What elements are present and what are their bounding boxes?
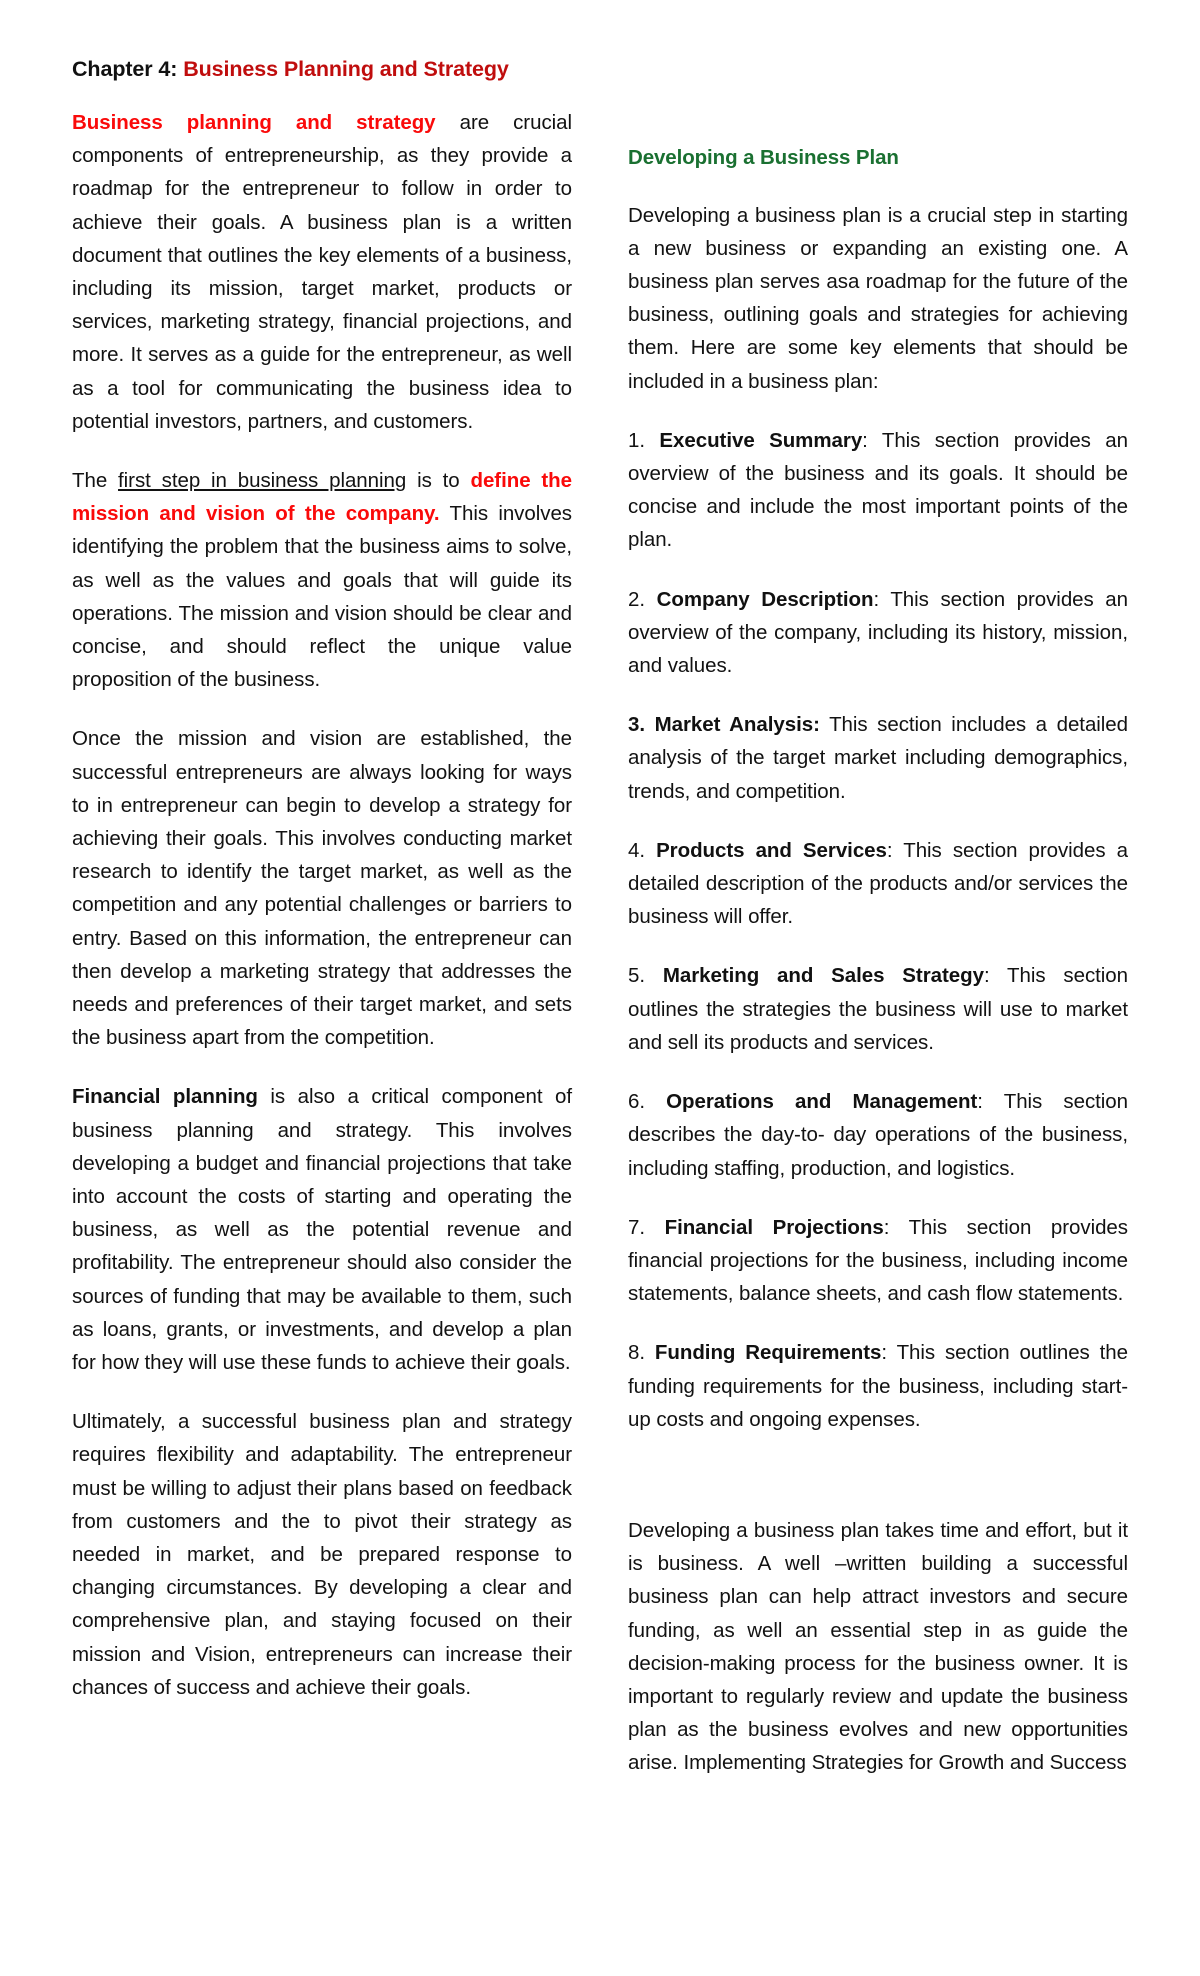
conclusion-text: Ultimately, a successful business plan and strategy requires flexibility and adaptability. The entrepreneur must be willing to adjust their plans based on feedback from customers and the to pivot their strategy as needed in market, and be prepared response to changing circumstances. By developing a clear and comprehensive plan, and staying focused on their mission and Vision, entrepreneurs can increase their chances of success and achieve their goals.	[72, 1410, 572, 1699]
list-item-label-suffix: :	[881, 1341, 897, 1365]
paragraph-intro-text: are crucial components of entrepreneurship, as they provide a roadmap for the entrepreneur to follow in order to achieve their goals. A business plan is a written document that outlines the key elements of a business, including its mission, target market, products or services, marketing strategy, financial projections, and more. It serves as a guide for the entrepreneur, as well as a tool for communicating the business idea to potential investors, partners, and customers.	[72, 110, 572, 433]
market-research-text: Once the mission and vision are established, the successful entrepreneurs are always looking for ways to in entrepreneur can begin to develop a strategy for achieving their goals. This involves conducting market research to identify the target market, as well as the competition and any potential challenges or barriers to entry. Based on this information, the entrepreneur can then develop a marketing strategy that addresses the needs and preferences of their target market, and sets the business apart from the competition.	[72, 727, 572, 1050]
list-item-body: This section outlines the strategies the business will use to market and sell its products and services.	[628, 964, 1129, 1054]
list-item-number: 8.	[628, 1341, 655, 1365]
first-step-connector-text: is to	[406, 468, 471, 492]
list-item-label: Financial Projections	[664, 1215, 884, 1239]
list-item-body: This section includes a detailed analysis of the target market including demographics, trends, and competition.	[628, 713, 1129, 803]
list-item-number: 4.	[628, 838, 657, 862]
list-item-number: 6.	[628, 1090, 667, 1114]
financial-planning-text: is also a critical component of business planning and strategy. This involves developing a budget and financial projections that take into account the costs of starting and operating the business, as well as the potential revenue and profitability. The entrepreneur should also consider the sources of funding that may be available to them, such as loans, grants, or investments, and develop a plan for how they will use these funds to achieve their goals.	[72, 1085, 572, 1375]
list-item	[628, 834, 1128, 934]
list-item	[628, 959, 1128, 1059]
list-item-label: Executive Summary	[659, 428, 863, 452]
paragraph-closing: Developing a business plan takes time and effort, but it is business. A well –written building a successful business plan can help attract investors and secure funding, as well an essential step in as guide the decision-making process for the business owner. It is important to regularly review and update the business plan as the business evolves and new opportunities arise. Implementing Strategies for Growth and Success	[628, 1518, 1128, 1775]
list-item-label-suffix: :	[862, 428, 882, 452]
list-item-body: This section provides financial projections for the business, including income statements, balance sheets, and cash flow statements.	[628, 1215, 1128, 1306]
paragraph-conclusion	[72, 1405, 572, 1704]
list-item-number: 3.	[628, 713, 655, 737]
list-item-number: 7.	[628, 1215, 665, 1239]
list-item	[628, 1085, 1128, 1185]
list-item	[628, 708, 1128, 808]
chapter-separator: :	[170, 57, 184, 81]
paragraph-developing-intro: Developing a business plan is a crucial step in starting a new business or expanding an existing one. A business plan serves asa roadmap for the future of the business, outlining goals and strategies for achieving them. Here are some key elements that should be included in a business plan:	[628, 203, 1128, 393]
chapter-heading	[72, 56, 1140, 84]
list-item	[628, 1336, 1128, 1436]
list-item-number: 5.	[628, 964, 663, 988]
underlined-first-step-in-business-planning: first step in business planning	[118, 468, 407, 492]
list-item-number: 2.	[628, 587, 657, 611]
chapter-title: Business Planning and Strategy	[183, 57, 509, 81]
list-item	[628, 583, 1128, 683]
two-column-body	[72, 106, 1140, 1780]
paragraph-first-step	[72, 464, 572, 696]
section-spacer	[628, 1462, 1128, 1514]
list-item-body: This section describes the day-to- day operations of the business, including staffing, production, and logistics.	[628, 1090, 1129, 1180]
list-item-label: Products and Services	[656, 838, 887, 862]
list-item-label-suffix: :	[983, 964, 1008, 988]
emphasis-business-planning-and-strategy: Business planning and strategy	[72, 110, 436, 134]
list-item-body: This section provides an overview of the business and its goals. It should be concise and include the most important points of the plan.	[628, 428, 1128, 552]
list-item-label-suffix: :	[977, 1090, 1004, 1114]
list-item-label: Funding Requirements	[654, 1341, 882, 1365]
paragraph-intro	[72, 106, 572, 438]
section-heading-developing-a-business-plan: Developing a Business Plan	[628, 145, 899, 169]
list-item-label: Company Description	[656, 587, 874, 611]
list-item-label: Marketing and Sales Strategy	[662, 964, 984, 988]
emphasis-define-mission-and-vision: define the mission and vision of the company.	[72, 468, 573, 526]
list-item-body: This section provides a detailed description of the products and/or services the business will offer.	[628, 838, 1128, 929]
left-column	[72, 106, 572, 1704]
first-step-lead-text: The	[72, 468, 119, 492]
chapter-number: Chapter 4	[72, 57, 171, 81]
paragraph-financial-planning	[72, 1080, 572, 1379]
list-item-label-suffix: :	[883, 1215, 909, 1239]
list-item-body: This section provides an overview of the company, including its history, mission, and values.	[628, 587, 1129, 678]
list-item-label: Operations and Management	[666, 1090, 978, 1114]
list-item-label-suffix	[820, 713, 829, 736]
paragraph-market-research	[72, 722, 572, 1054]
list-item-body: This section outlines the funding requirements for the business, including start-up costs and ongoing expenses.	[628, 1341, 1128, 1431]
list-item-label-suffix: :	[873, 587, 891, 611]
list-item-label-suffix: :	[886, 838, 904, 862]
list-item-label: Market Analysis:	[654, 713, 820, 737]
first-step-body-text: This involves identifying the problem that the business aims to solve, as well as the values and goals that will guide its operations. The mission and vision should be clear and concise, and should reflect the unique value proposition of the business.	[72, 502, 572, 692]
list-item-number: 1.	[628, 428, 660, 452]
list-item	[628, 424, 1128, 557]
list-item	[628, 1211, 1128, 1311]
right-column	[628, 106, 1128, 1780]
emphasis-financial-planning: Financial planning	[72, 1085, 258, 1109]
